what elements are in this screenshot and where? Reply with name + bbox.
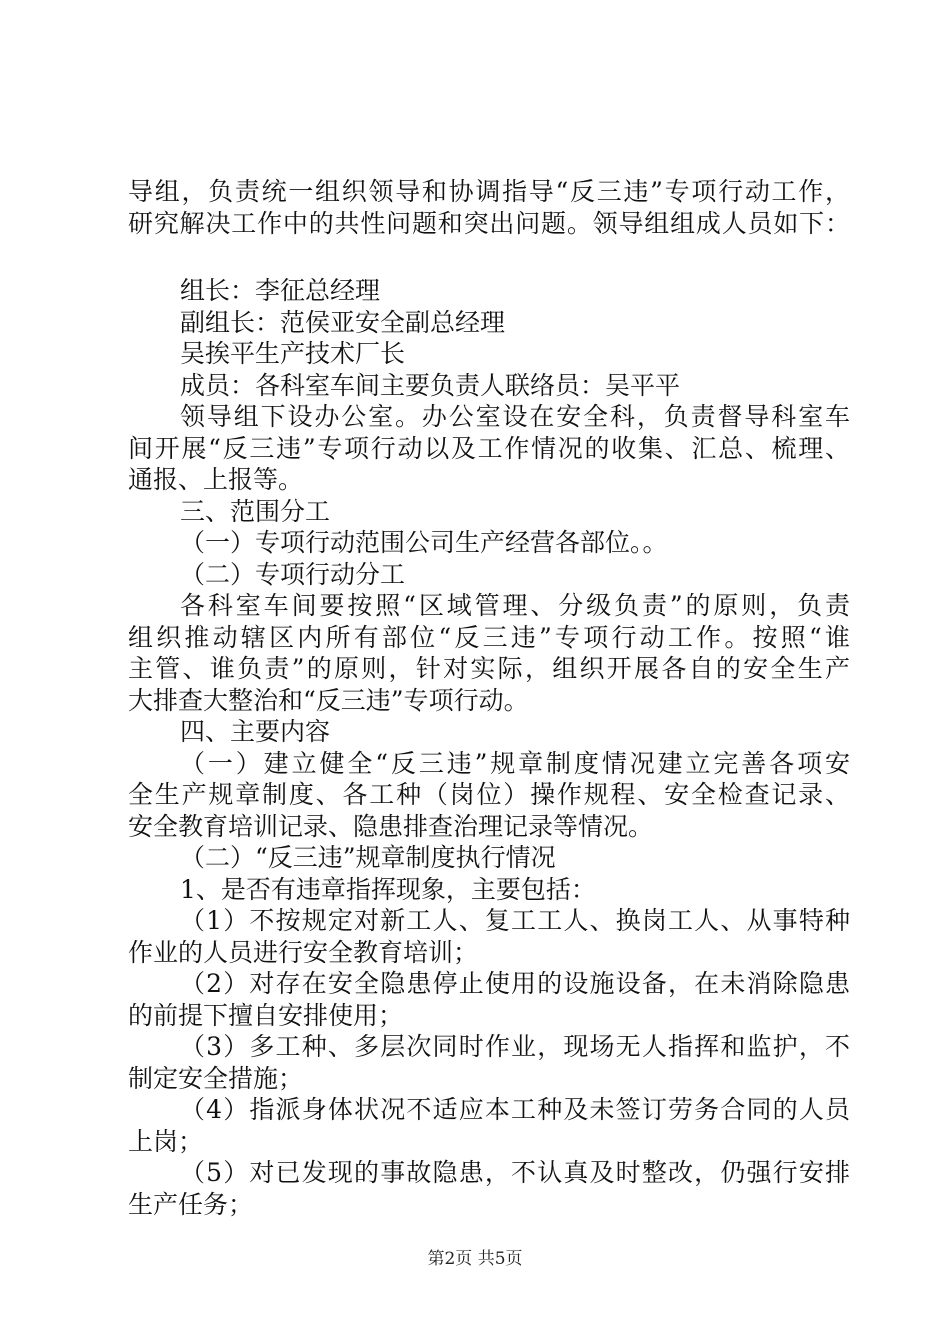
deputy-leader-line: 副组长：范侯亚安全副总经理: [180, 307, 506, 337]
page-number-footer: 第2页 共5页: [427, 1249, 523, 1269]
list-item-line: （1）不按规定对新工人、复工工人、换岗工人、从事特种: [180, 906, 850, 935]
list-item-line: （2）对存在安全隐患停止使用的设施设备，在未消除隐患: [180, 969, 850, 998]
list-item-line: 的前提下擅自安排使用；: [128, 1000, 404, 1030]
subsection-heading: （一）专项行动范围公司生产经营各部位。。: [180, 528, 668, 557]
paragraph-line: 间开展“反三违”专项行动以及工作情况的收集、汇总、梳理、: [128, 433, 850, 463]
list-item-line: 上岗；: [128, 1126, 204, 1156]
paragraph-line: 各科室车间要按照“区域管理、分级负责”的原则，负责: [180, 591, 850, 620]
deputy-leader-line-2: 吴挨平生产技术厂长: [180, 339, 406, 368]
list-item-line: （5）对已发现的事故隐患，不认真及时整改，仍强行安排: [180, 1158, 850, 1187]
paragraph-line: 研究解决工作中的共性问题和突出问题。领导组组成人员如下：: [128, 208, 850, 238]
members-line: 成员：各科室车间主要负责人联络员：吴平平: [180, 370, 681, 400]
paragraph-line: 组织推动辖区内所有部位“反三违”专项行动工作。按照“谁: [128, 622, 850, 652]
paragraph-line: 安全教育培训记录、隐患排查治理记录等情况。: [128, 811, 654, 841]
paragraph-spacer: [128, 239, 850, 275]
list-item-line: 生产任务；: [128, 1189, 254, 1219]
list-item-line: （3）多工种、多层次同时作业，现场无人指挥和监护，不: [180, 1032, 850, 1061]
paragraph-line: （一）建立健全“反三违”规章制度情况建立完善各项安: [180, 748, 850, 778]
paragraph-line: 全生产规章制度、各工种（岗位）操作规程、安全检查记录、: [128, 780, 850, 809]
paragraph-line: 领导组下设办公室。办公室设在安全科，负责督导科室车: [180, 402, 850, 431]
paragraph-line: 大排查大整治和“反三违”专项行动。: [128, 685, 529, 715]
leader-line: 组长：李征总经理: [180, 276, 381, 305]
subsection-heading: （二）“反三违”规章制度执行情况: [180, 843, 556, 872]
subsection-heading: （二）专项行动分工: [180, 559, 406, 589]
list-item-line: （4）指派身体状况不适应本工种及未签订劳务合同的人员: [180, 1095, 850, 1124]
section-heading: 四、主要内容: [180, 717, 331, 746]
section-heading: 三、范围分工: [180, 496, 331, 526]
document-body: [128, 176, 850, 1220]
list-item-line: 制定安全措施；: [128, 1063, 304, 1093]
list-item-line: 作业的人员进行安全教育培训；: [128, 937, 479, 967]
paragraph-line: 主管、谁负责”的原则，针对实际，组织开展各自的安全生产: [128, 654, 850, 683]
paragraph-line: 导组，负责统一组织领导和协调指导“反三违”专项行动工作，: [128, 177, 850, 206]
paragraph-line: 通报、上报等。: [128, 465, 304, 494]
list-heading: 1、是否有违章指挥现象，主要包括：: [180, 874, 596, 904]
